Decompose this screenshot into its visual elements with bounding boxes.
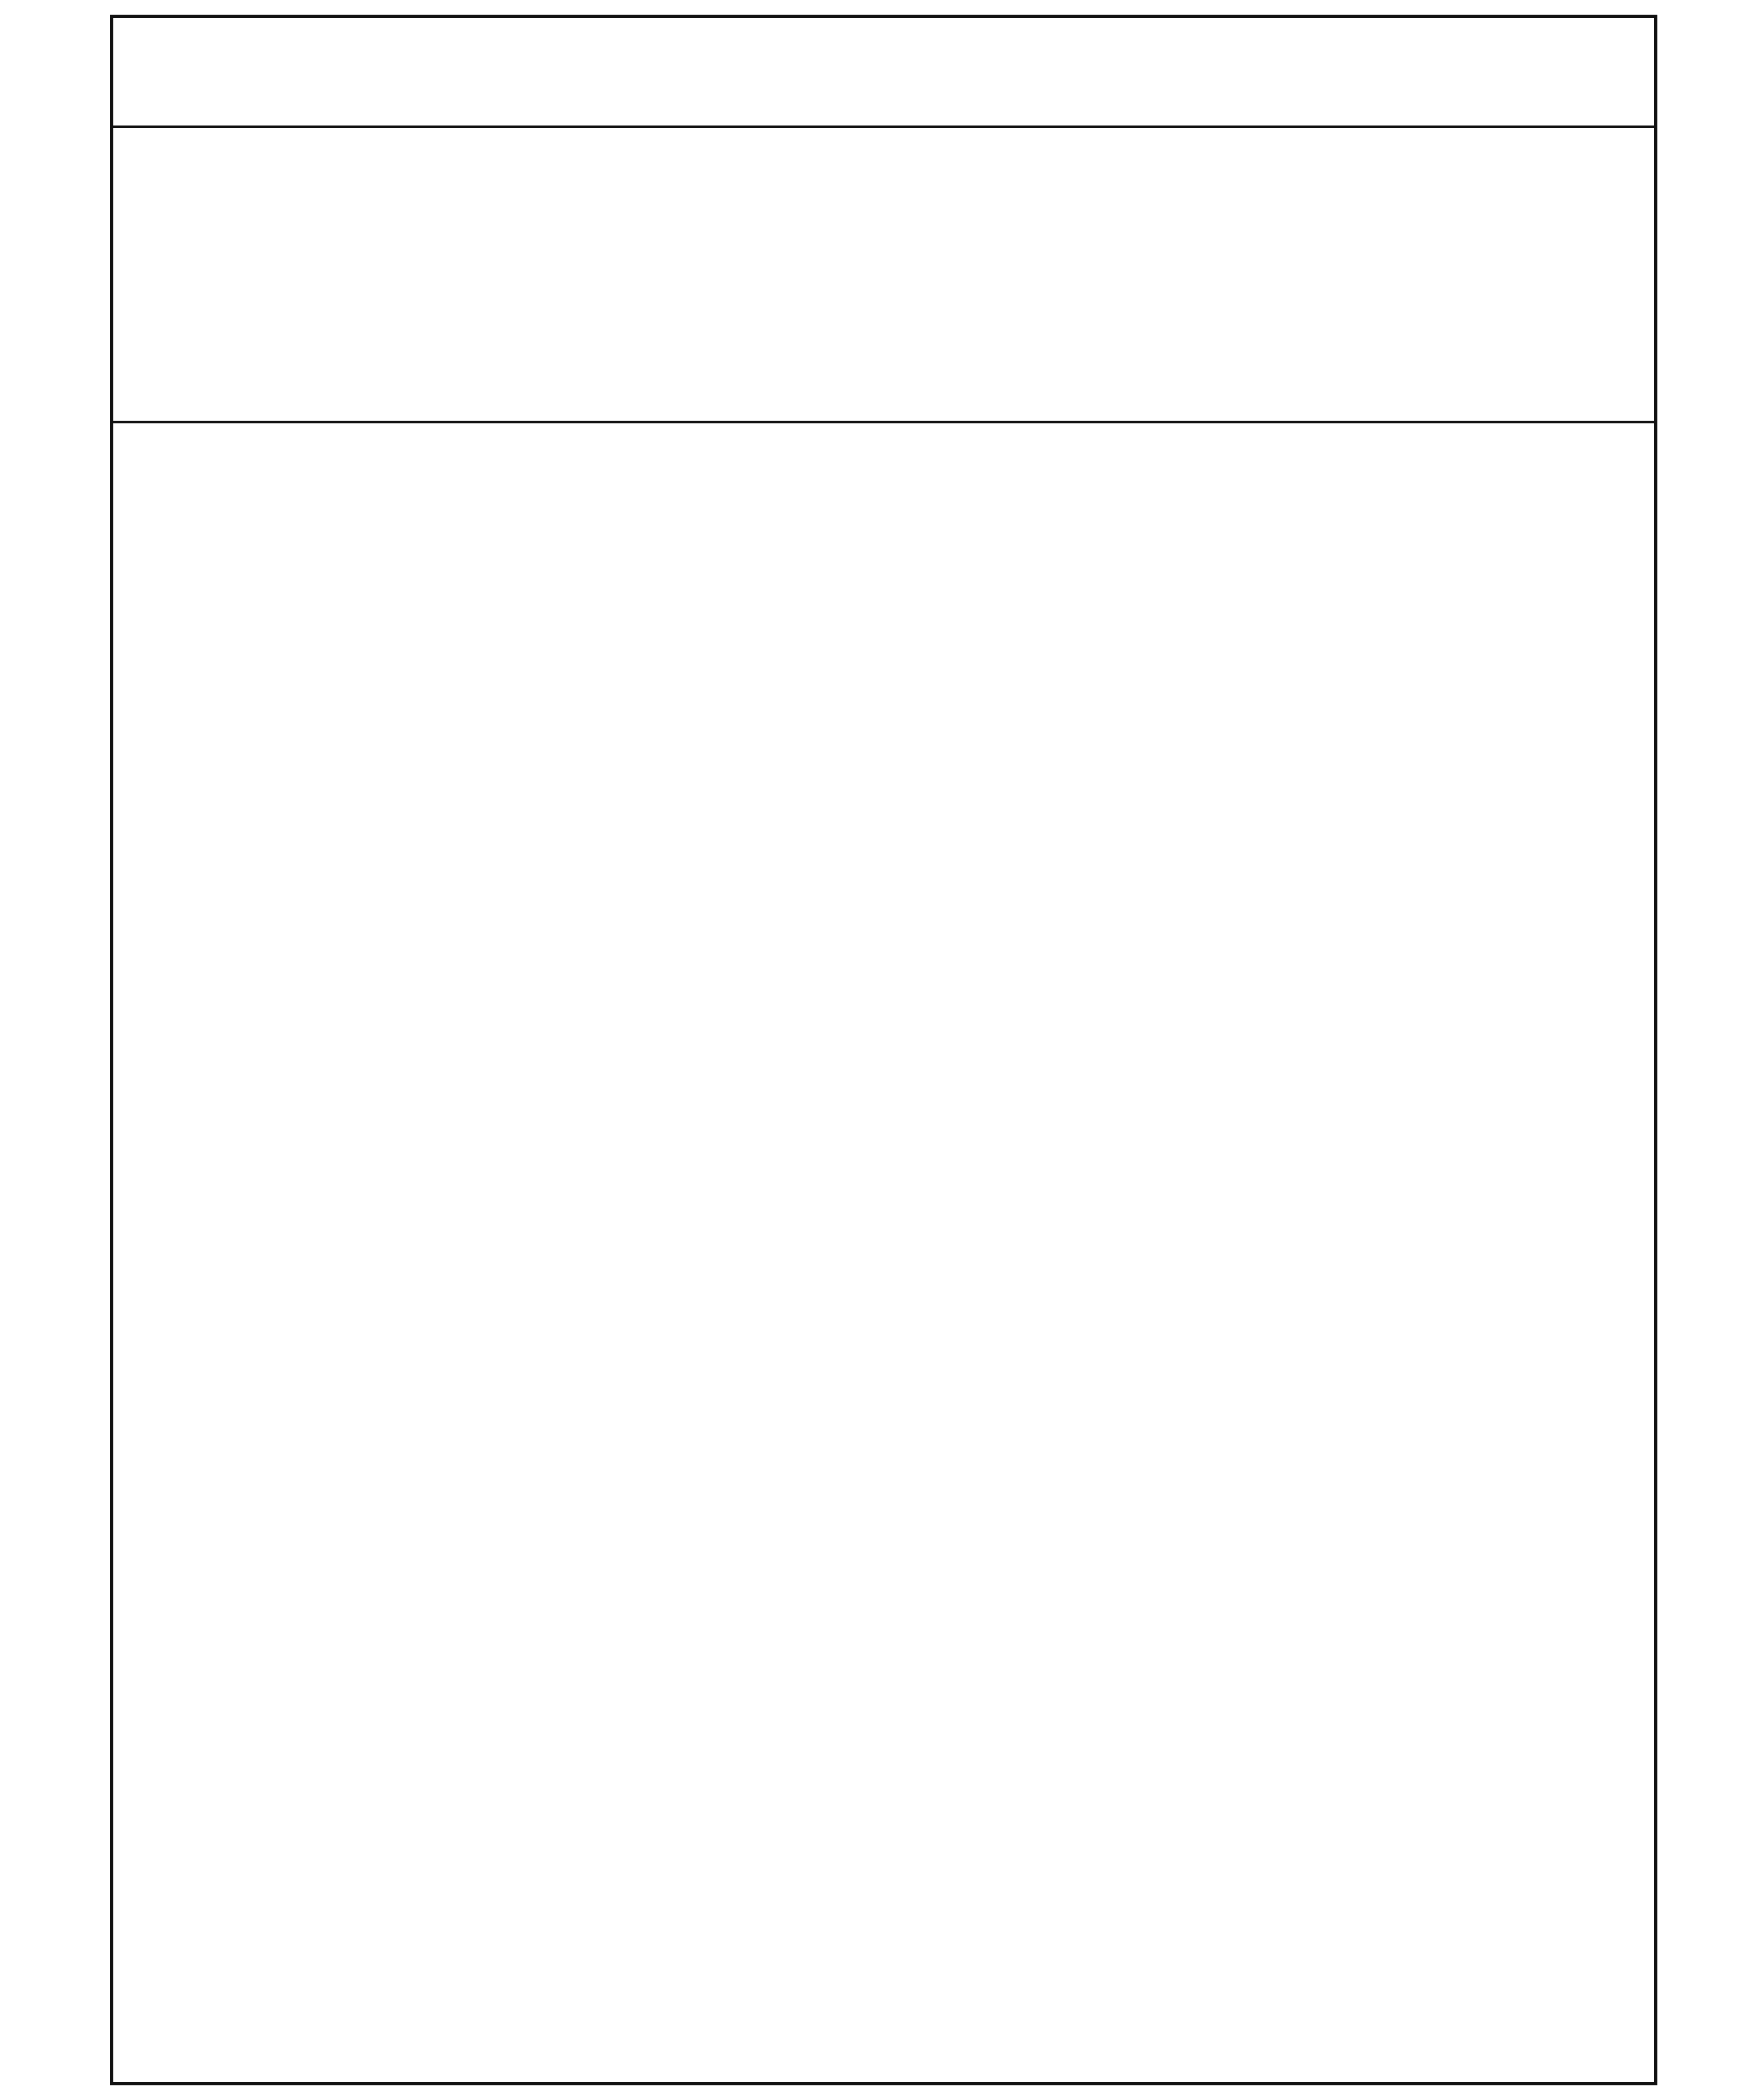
survey-form (110, 15, 1657, 2085)
title-band (113, 18, 1654, 128)
intro-section (113, 128, 1654, 423)
respondent-name-field[interactable] (274, 364, 1629, 397)
